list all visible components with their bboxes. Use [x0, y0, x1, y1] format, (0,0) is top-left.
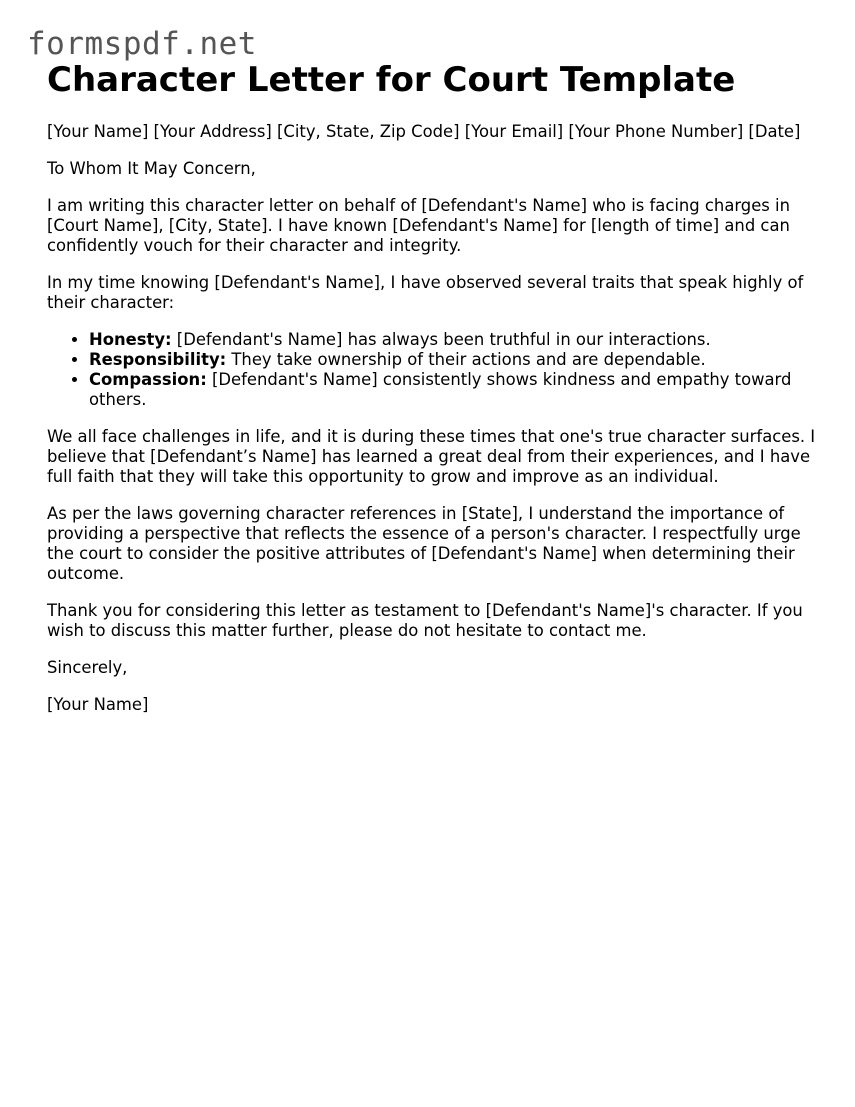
traits-list: [47, 330, 817, 410]
list-item: [89, 370, 817, 410]
list-item: [89, 350, 817, 370]
paragraph-laws: As per the laws governing character references in [State], I understand the importance of providing a perspective that reflects the essence of a person's character. I respectfully urge the court to consider the positive attributes of [Defendant's Name] when determining their outcome.: [47, 504, 801, 583]
paragraph-intro: I am writing this character letter on behalf of [Defendant's Name] who is facing charges in [Court Name], [City, State]. I have known [Defendant's Name] for [length of time] and can confidently vouch for their character and integrity.: [47, 196, 790, 255]
signature: [Your Name]: [47, 695, 149, 714]
sender-header: [Your Name] [Your Address] [City, State, Zip Code] [Your Email] [Your Phone Number] [Date]: [47, 122, 801, 141]
salutation: To Whom It May Concern,: [47, 159, 256, 178]
paragraph-challenges: We all face challenges in life, and it is during these times that one's true character surfaces. I believe that [Defendant’s Name] has learned a great deal from their experiences, and I have full faith that they will take this opportunity to grow and improve as an individual.: [47, 427, 816, 486]
paragraph-traits-intro: In my time knowing [Defendant's Name], I have observed several traits that speak highly of their character:: [47, 273, 804, 312]
closing: Sincerely,: [47, 658, 128, 677]
list-item: [89, 330, 817, 350]
trait-term: Responsibility:: [89, 350, 227, 369]
trait-text: They take ownership of their actions and are dependable.: [226, 350, 706, 369]
paragraph-thanks: Thank you for considering this letter as testament to [Defendant's Name]'s character. If you wish to discuss this matter further, please do not hesitate to contact me.: [47, 601, 803, 640]
trait-term: Compassion:: [89, 370, 207, 389]
document-title: Character Letter for Court Template: [47, 60, 736, 100]
trait-text: [Defendant's Name] has always been truthful in our interactions.: [171, 330, 711, 349]
trait-text: [Defendant's Name] consistently shows kindness and empathy toward others.: [89, 370, 792, 409]
trait-term: Honesty:: [89, 330, 172, 349]
watermark: formspdf.net: [27, 26, 257, 62]
document-page: [47, 58, 817, 715]
